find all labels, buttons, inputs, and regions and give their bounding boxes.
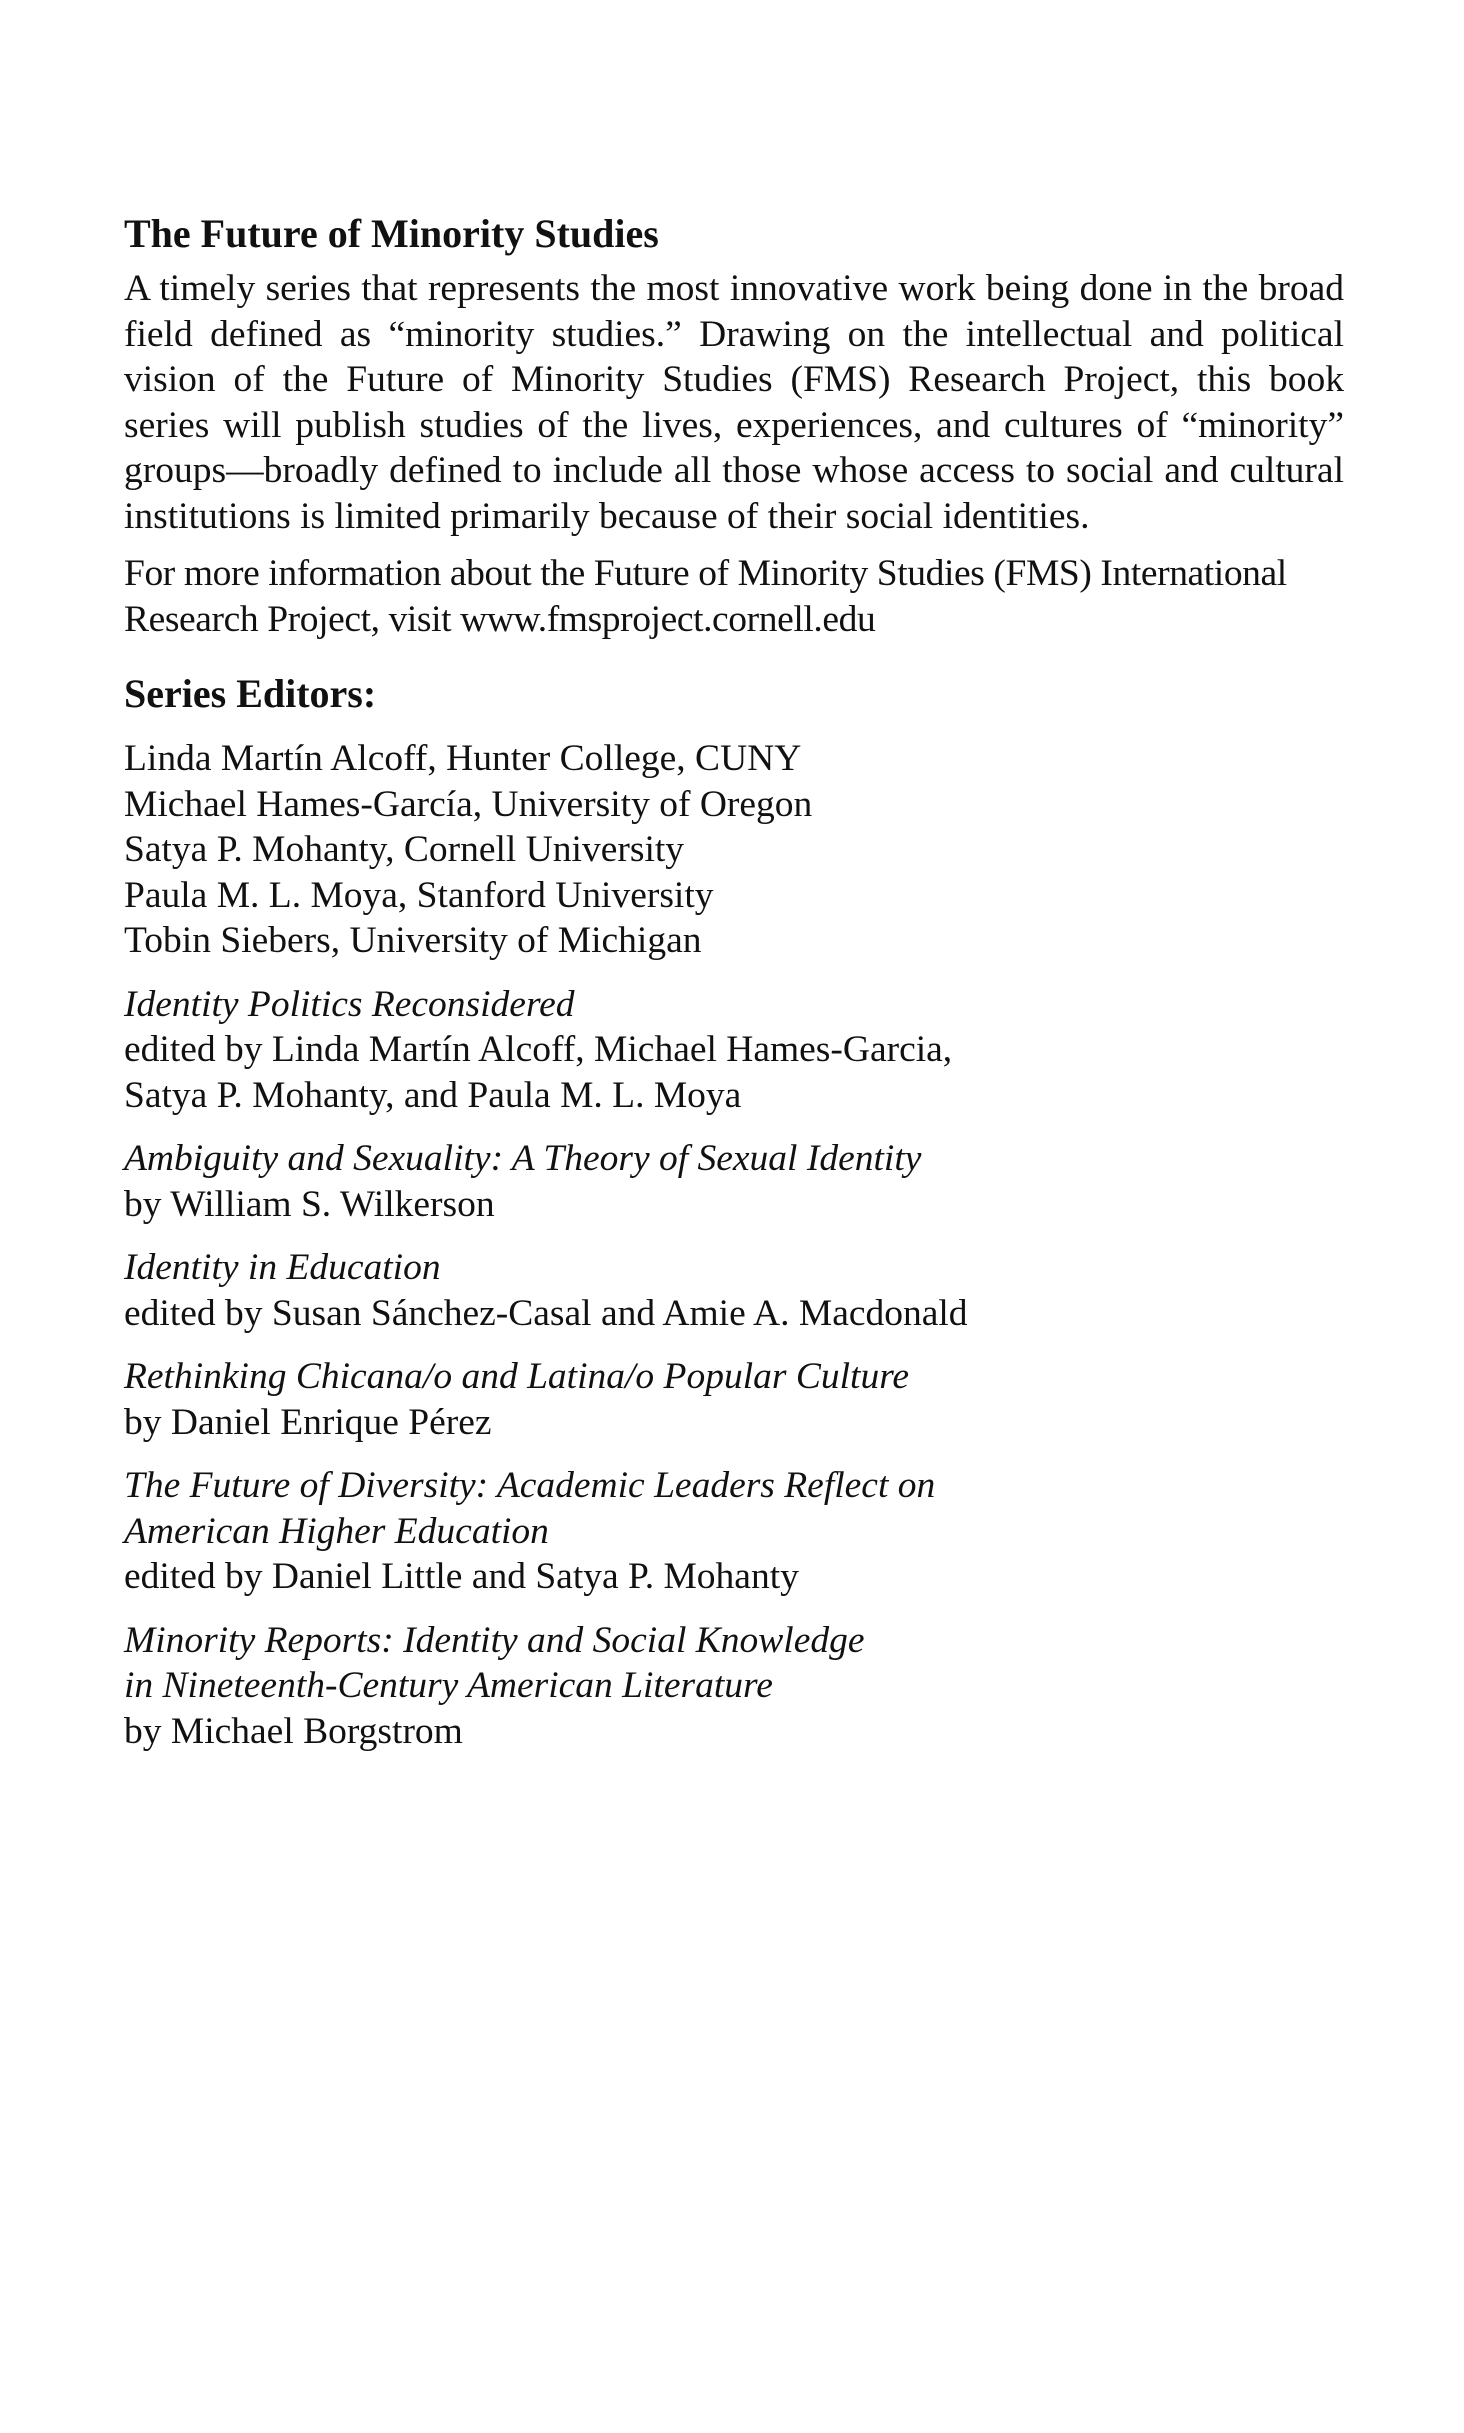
books-list xyxy=(124,982,1344,1755)
book-title: Identity Politics Reconsidered xyxy=(124,983,575,1025)
more-info-text: For more information about the Future of Minority Studies (FMS) International Research Project, visit www.fmsproject.cornell.edu xyxy=(124,553,1287,640)
book-title: in Nineteenth-Century American Literature xyxy=(124,1665,773,1706)
book-item xyxy=(124,1136,1344,1227)
book-title: Minority Reports: Identity and Social Knowledge xyxy=(124,1619,865,1661)
book-item xyxy=(124,1245,1344,1336)
book-byline: by Daniel Enrique Pérez xyxy=(124,1401,492,1443)
editor-item: Tobin Siebers, University of Michigan xyxy=(124,920,702,961)
book-item xyxy=(124,1354,1344,1445)
series-page xyxy=(124,208,1344,1772)
series-description: A timely series that represents the most innovative work being done in the broad field defined as “minority studies.” Drawing on the intellectual and political vision of the Future of Minority Studies (FMS) Research Project, this book series will publish studies of the lives, experiences, and cultures of “minority” groups—broadly defined to include all those whose access to social and cultural institutions is limited primarily because of their social identities. xyxy=(124,268,1344,537)
book-byline: edited by Susan Sánchez-Casal and Amie A. Macdonald xyxy=(124,1292,968,1334)
editors-list xyxy=(124,736,1344,964)
book-title: Rethinking Chicana/o and Latina/o Popular Culture xyxy=(124,1356,910,1397)
book-item xyxy=(124,1463,1344,1600)
book-byline: edited by Linda Martín Alcoff, Michael Hames-Garcia, xyxy=(124,1029,953,1070)
book-item xyxy=(124,982,1344,1119)
book-byline: Satya P. Mohanty, and Paula M. L. Moya xyxy=(124,1074,742,1116)
book-byline: by Michael Borgstrom xyxy=(124,1710,463,1752)
series-title: The Future of Minority Studies xyxy=(124,211,659,256)
book-byline: edited by Daniel Little and Satya P. Mohanty xyxy=(124,1556,799,1597)
book-title: Ambiguity and Sexuality: A Theory of Sexual Identity xyxy=(124,1138,922,1179)
book-title: The Future of Diversity: Academic Leaders Reflect on xyxy=(124,1465,936,1506)
editors-heading: Series Editors: xyxy=(124,671,377,716)
editor-item: Linda Martín Alcoff, Hunter College, CUNY xyxy=(124,738,802,779)
editor-item: Satya P. Mohanty, Cornell University xyxy=(124,829,685,870)
book-title: American Higher Education xyxy=(124,1510,549,1552)
book-title: Identity in Education xyxy=(124,1247,441,1288)
book-item xyxy=(124,1618,1344,1755)
book-byline: by William S. Wilkerson xyxy=(124,1183,495,1225)
editor-item: Paula M. L. Moya, Stanford University xyxy=(124,874,714,916)
editor-item: Michael Hames-García, University of Oregon xyxy=(124,783,813,825)
